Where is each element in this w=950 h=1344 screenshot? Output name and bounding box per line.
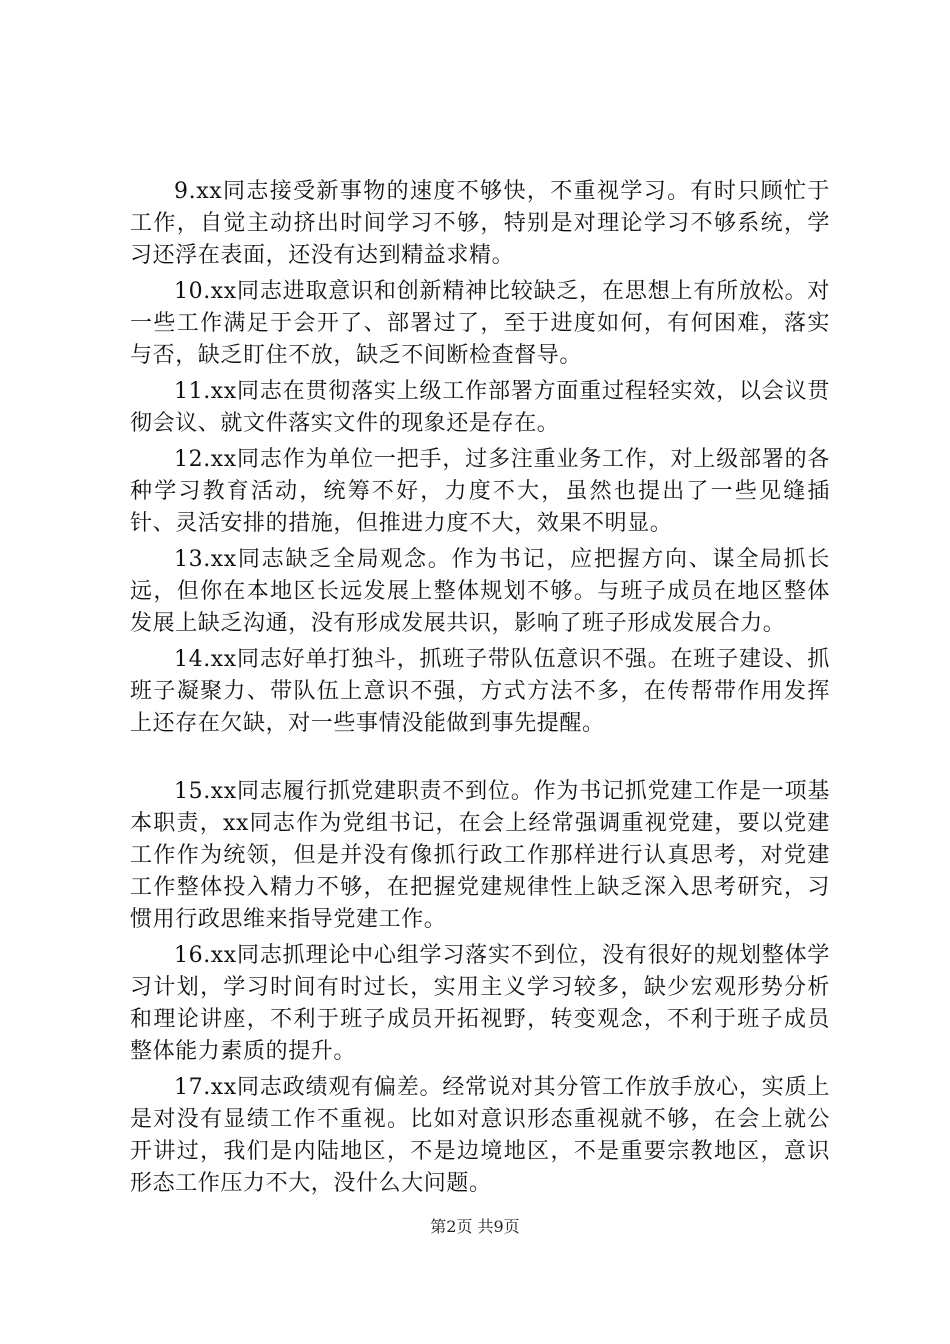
paragraph-item-11: 11.xx同志在贯彻落实上级工作部署方面重过程轻实效，以会议贯彻会议、就文件落实文件的现象还是存在。 — [130, 379, 830, 436]
page-number-footer: 第2页 共9页 — [430, 1217, 520, 1236]
paragraph-item-16: 16.xx同志抓理论中心组学习落实不到位，没有很好的规划整体学习计划，学习时间有时过长，实用主义学习较多，缺少宏观形势分析和理论讲座，不利于班子成员开拓视野，转变观念，不利于班子成员整体能力素质的提升。 — [130, 943, 830, 1064]
paragraph-item-14: 14.xx同志好单打独斗，抓班子带队伍意识不强。在班子建设、抓班子凝聚力、带队伍上意识不强，方式方法不多，在传帮带作用发挥上还存在欠缺，对一些事情没能做到事先提醒。 — [130, 647, 830, 736]
paragraph-item-17: 17.xx同志政绩观有偏差。经常说对其分管工作放手放心，实质上是对没有显绩工作不重视。比如对意识形态重视就不够，在会上就公开讲过，我们是内陆地区，不是边境地区，不是重要宗教地区，意识形态工作压力不大，没什么大问题。 — [130, 1075, 830, 1196]
paragraph-item-10: 10.xx同志进取意识和创新精神比较缺乏，在思想上有所放松。对一些工作满足于会开了、部署过了，至于进度如何，有何困难，落实与否，缺乏盯住不放，缺乏不间断检查督导。 — [130, 279, 830, 368]
paragraph-item-13: 13.xx同志缺乏全局观念。作为书记，应把握方向、谋全局抓长远，但你在本地区长远发展上整体规划不够。与班子成员在地区整体发展上缺乏沟通，没有形成发展共识，影响了班子形成发展合力。 — [130, 547, 830, 636]
paragraph-item-15: 15.xx同志履行抓党建职责不到位。作为书记抓党建工作是一项基本职责，xx同志作为党组书记，在会上经常强调重视党建，要以党建工作作为统领，但是并没有像抓行政工作那样进行认真思考，对党建工作整体投入精力不够，在把握党建规律性上缺乏深入思考研究，习惯用行政思维来指导党建工作。 — [130, 779, 830, 932]
paragraph-item-9: 9.xx同志接受新事物的速度不够快，不重视学习。有时只顾忙于工作，自觉主动挤出时间学习不够，特别是对理论学习不够系统，学习还浮在表面，还没有达到精益求精。 — [130, 179, 830, 268]
document-body — [130, 176, 830, 1204]
paragraph-item-12: 12.xx同志作为单位一把手，过多注重业务工作，对上级部署的各种学习教育活动，统筹不好，力度不大，虽然也提出了一些见缝插针、灵活安排的措施，但推进力度不大，效果不明显。 — [130, 447, 830, 536]
